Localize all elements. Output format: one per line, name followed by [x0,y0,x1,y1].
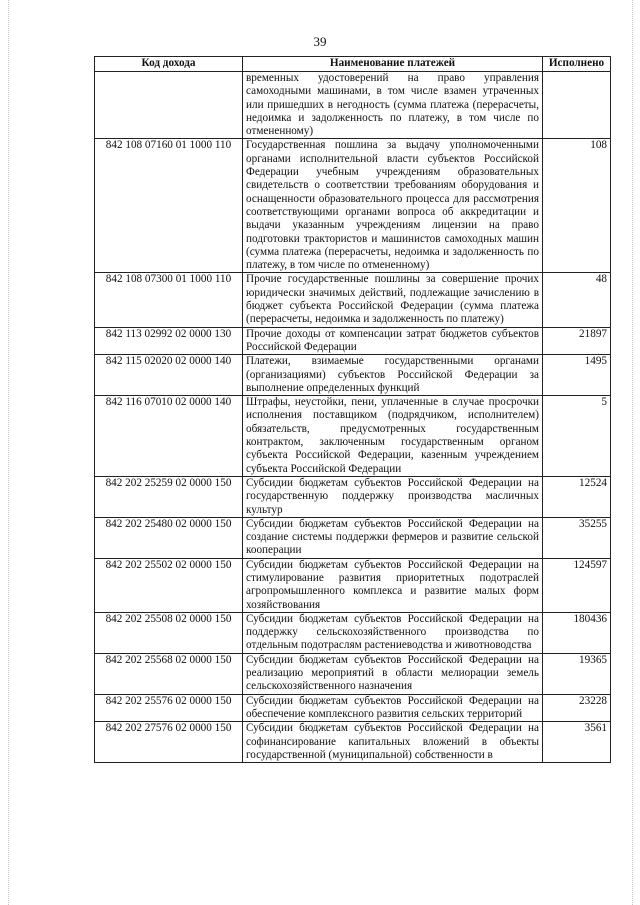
executed-amount: 35255 [543,517,611,558]
revenue-code: 842 202 25576 02 0000 150 [95,694,243,722]
payment-name: Субсидии бюджетам субъектов Российской Федерации на стимулирование развития приоритетных подотраслей агропромышленного комплекса и развитие малых форм хозяйствования [243,558,543,612]
table-row [95,517,611,558]
left-scan-edge [8,0,10,905]
table-row [95,722,611,763]
payment-name: временных удостоверений на право управления самоходными машинами, в том числе взамен утраченных или пришедших в негодность (сумма платежа (перерасчеты, недоимка и задолженность по платежу, в том числе по отмененному) [243,72,543,139]
executed-amount: 5 [543,396,611,477]
header-code: Код дохода [95,57,243,72]
revenue-code: 842 108 07300 01 1000 110 [95,273,243,327]
payment-name: Прочие государственные пошлины за совершение прочих юридически значимых действий, подлежащие зачислению в бюджет субъекта Российской Федерации (сумма платежа (перерасчеты, недоимка и задолженность по платежу) [243,273,543,327]
revenue-code: 842 202 25259 02 0000 150 [95,476,243,517]
payment-name: Платежи, взимаемые государственными органами (организациями) субъектов Российской Федерации за выполнение определенных функций [243,355,543,396]
executed-amount: 23228 [543,694,611,722]
table-row [95,694,611,722]
revenue-code: 842 202 25508 02 0000 150 [95,612,243,653]
table-row [95,72,611,139]
executed-amount: 1495 [543,355,611,396]
payment-name: Субсидии бюджетам субъектов Российской Федерации на государственную поддержку производства масличных культур [243,476,543,517]
table-row [95,396,611,477]
executed-amount: 124597 [543,558,611,612]
table-row [95,653,611,694]
payment-name: Субсидии бюджетам субъектов Российской Федерации на создание системы поддержки фермеров и развитие сельской кооперации [243,517,543,558]
revenue-code: 842 202 25480 02 0000 150 [95,517,243,558]
payment-name: Субсидии бюджетам субъектов Российской Федерации на поддержку сельскохозяйственного производства по отдельным подотраслям растениеводства и животноводства [243,612,543,653]
table-row [95,612,611,653]
revenue-code: 842 202 25502 02 0000 150 [95,558,243,612]
table-row [95,355,611,396]
executed-amount: 108 [543,139,611,273]
executed-amount: 3561 [543,722,611,763]
revenue-code: 842 202 25568 02 0000 150 [95,653,243,694]
executed-amount: 19365 [543,653,611,694]
payment-name: Субсидии бюджетам субъектов Российской Федерации на обеспечение комплексного развития сельских территорий [243,694,543,722]
payment-name: Прочие доходы от компенсации затрат бюджетов субъектов Российской Федерации [243,327,543,355]
payment-name: Субсидии бюджетам субъектов Российской Федерации на реализацию мероприятий в области мелиорации земель сельскохозяйственного назначения [243,653,543,694]
revenue-code: 842 108 07160 01 1000 110 [95,139,243,273]
header-sum: Исполнено [543,57,611,72]
right-scan-edge [632,0,634,905]
table-row [95,327,611,355]
payment-name: Штрафы, неустойки, пени, уплаченные в случае просрочки исполнения поставщиком (подрядчиком, исполнителем) обязательств, предусмотренных государственным контрактом, заключенным государственным органом субъекта Российской Федерации, казенным учреждением субъекта Российской Федерации [243,396,543,477]
revenue-table [94,56,611,763]
revenue-code: 842 115 02020 02 0000 140 [95,355,243,396]
table-row [95,273,611,327]
executed-amount: 48 [543,273,611,327]
payment-name: Субсидии бюджетам субъектов Российской Федерации на софинансирование капитальных вложений в объекты государственной (муниципальной) собственности в [243,722,543,763]
table-header-row [95,57,611,72]
payment-name: Государственная пошлина за выдачу уполномоченными органами исполнительной власти субъектов Российской Федерации учебным учреждениям образовательных свидетельств о соответствии требованиям оборудования и оснащенности образовательного процесса для рассмотрения соответствующими органами вопроса об аккредитации и выдачи указанным учреждениям лицензии на право подготовки трактористов и машинистов самоходных машин (сумма платежа (перерасчеты, недоимка и задолженность по платежу, в том числе по отмененному) [243,139,543,273]
revenue-code: 842 113 02992 02 0000 130 [95,327,243,355]
table-row [95,139,611,273]
revenue-code: 842 116 07010 02 0000 140 [95,396,243,477]
page-number: 39 [313,34,327,49]
table-row [95,476,611,517]
revenue-code: 842 202 27576 02 0000 150 [95,722,243,763]
revenue-code [95,72,243,139]
executed-amount: 21897 [543,327,611,355]
table-row [95,558,611,612]
executed-amount: 180436 [543,612,611,653]
executed-amount [543,72,611,139]
header-name: Наименование платежей [243,57,543,72]
executed-amount: 12524 [543,476,611,517]
